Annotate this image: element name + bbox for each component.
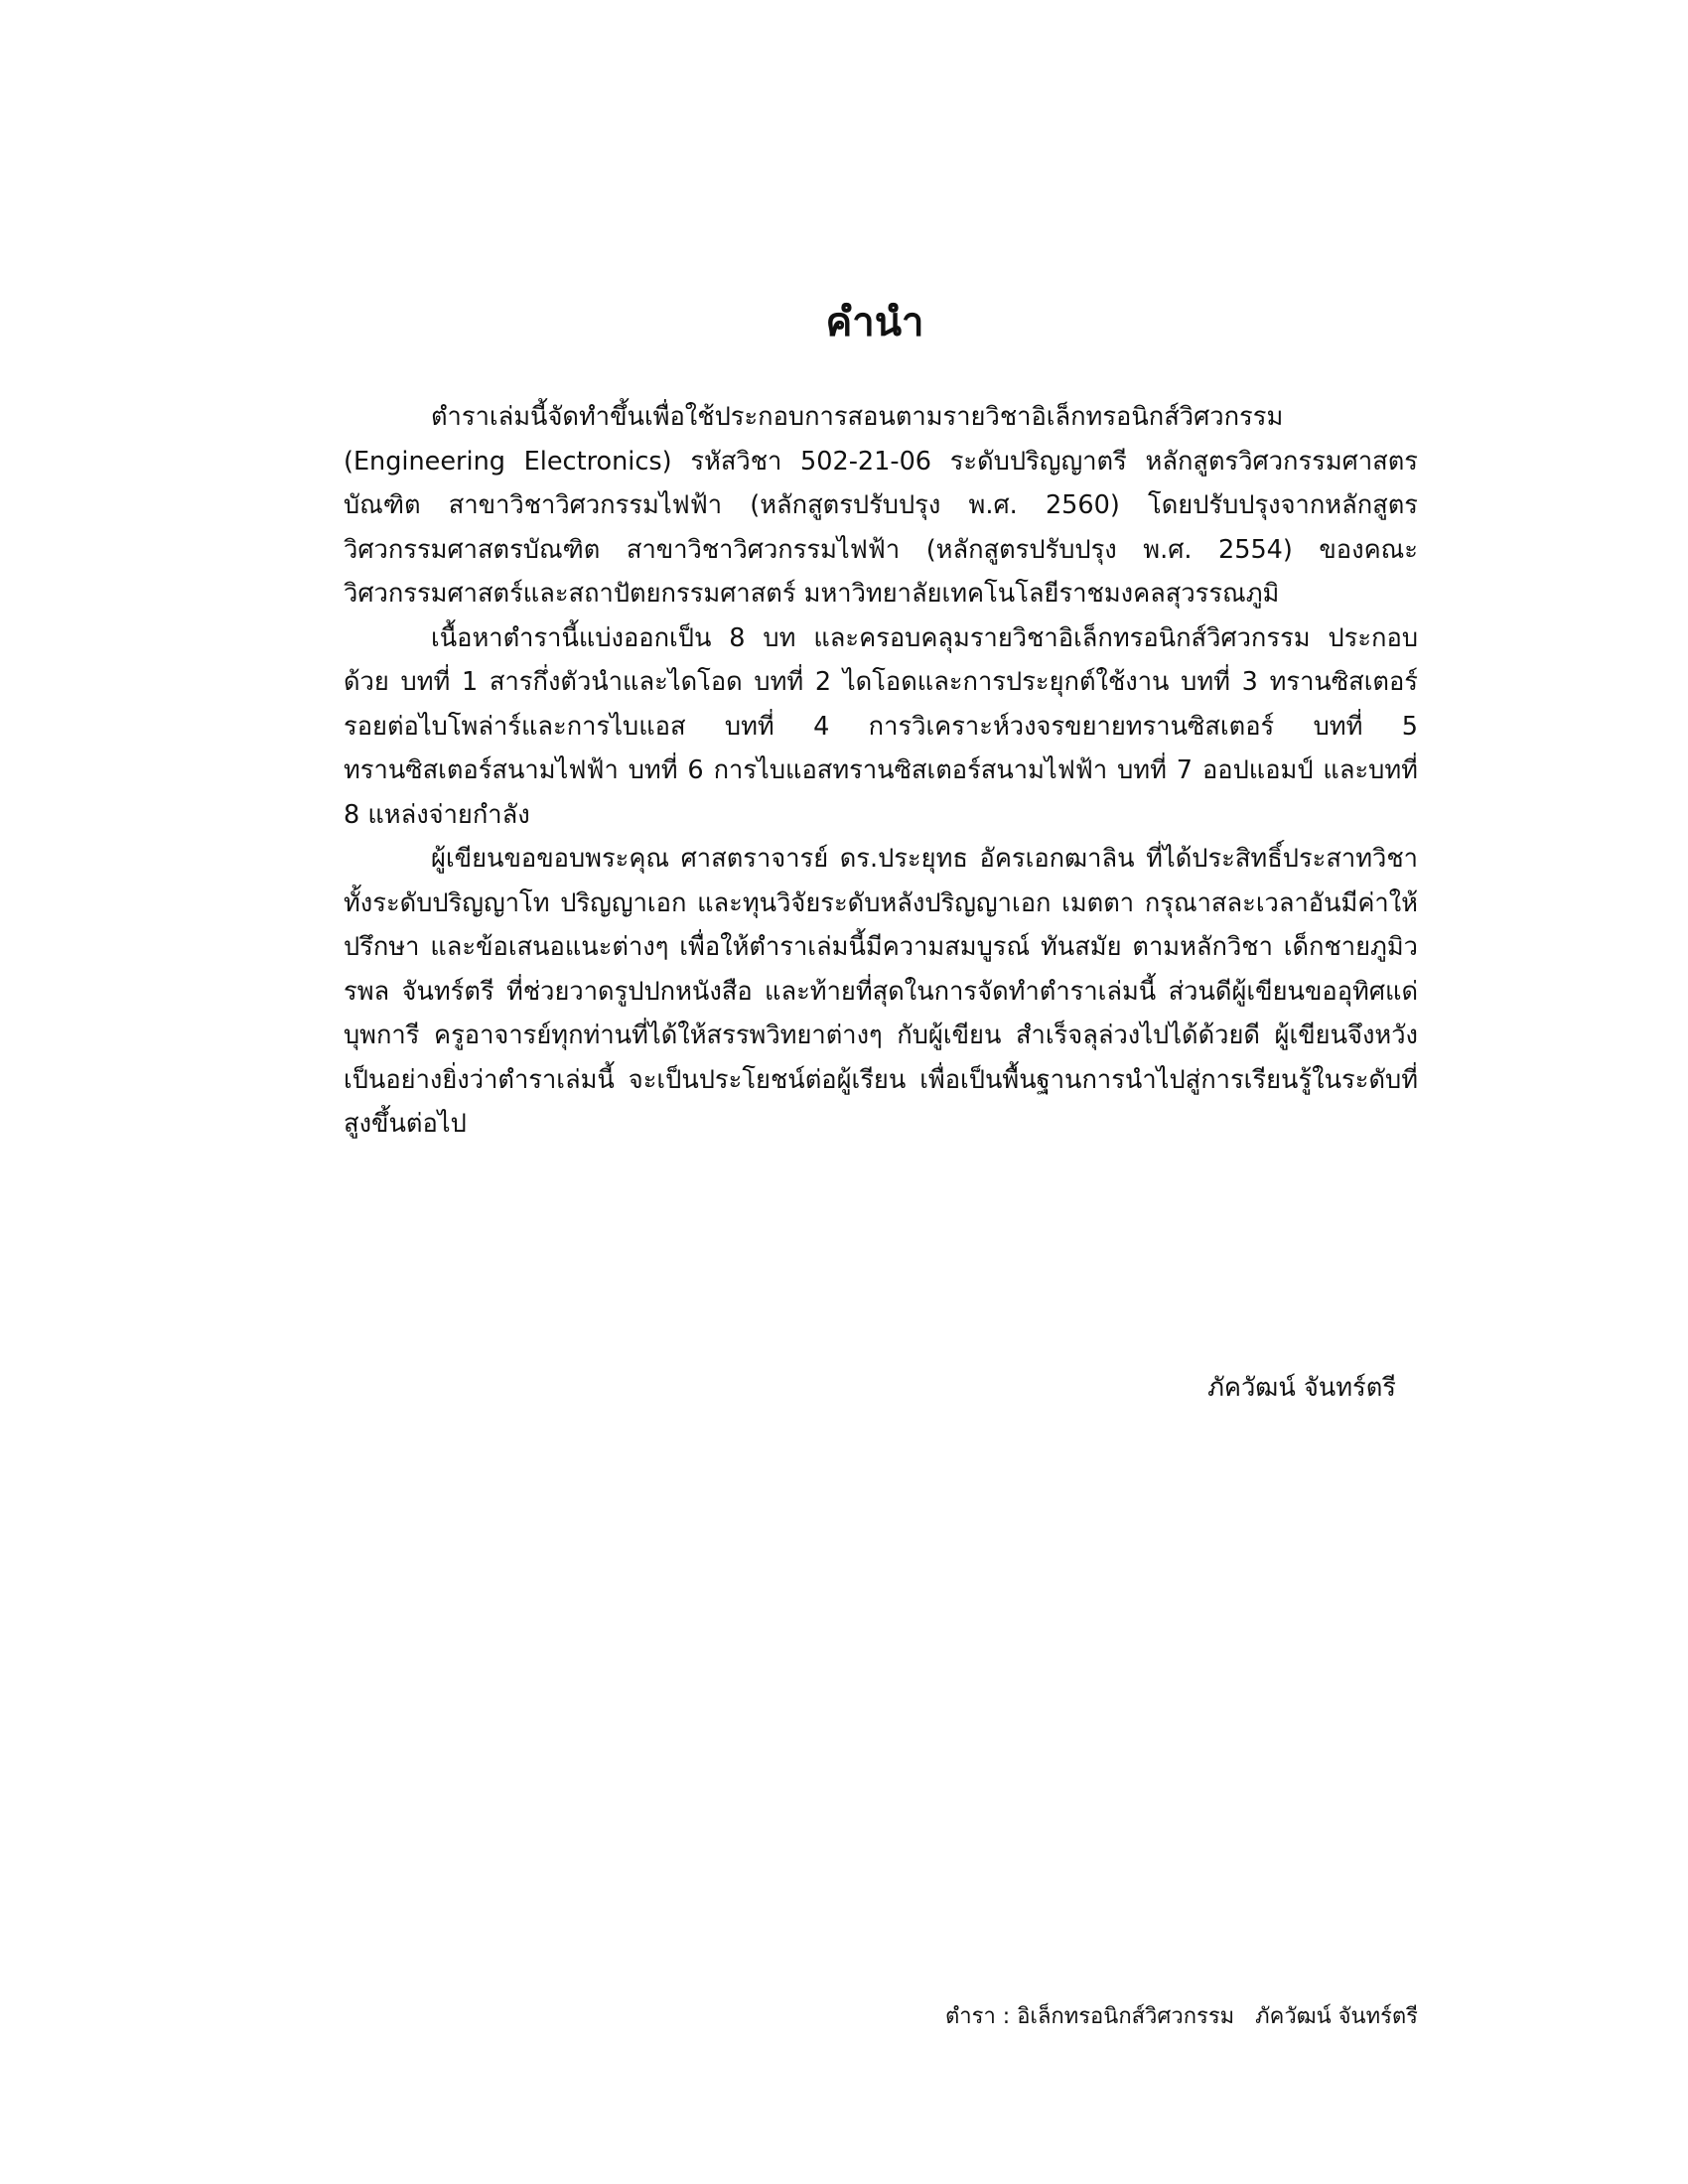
paragraph-acknowledgement: ผู้เขียนขอขอบพระคุณ ศาสตราจารย์ ดร.ประยุทธ อัครเอกฒาลิน ที่ได้ประสิทธิ์ประสาทวิชาทั้งระดับปริญญาโท ปริญญาเอก และทุนวิจัยระดับหลังปริญญาเอก เมตตา กรุณาสละเวลาอันมีค่าให้ปรึกษา และข้อเสนอแนะต่างๆ เพื่อให้ตำราเล่มนี้มีความสมบูรณ์ ทันสมัย ตามหลักวิชา เด็กชายภูมิวรพล จันทร์ตรี ที่ช่วยวาดรูปปกหนังสือ และท้ายที่สุดในการจัดทำตำราเล่มนี้ ส่วนดีผู้เขียนขออุทิศแด่บุพการี ครูอาจารย์ทุกท่านที่ได้ให้สรรพวิทยาต่างๆ กับผู้เขียน สำเร็จลุล่วงไปได้ด้วยดี ผู้เขียนจึงหวังเป็นอย่างยิ่งว่าตำราเล่มนี้ จะเป็นประโยชน์ต่อผู้เรียน เพื่อเป็นพื้นฐานการนำไปสู่การเรียนรู้ในระดับที่สูงขึ้นต่อไป	[344, 844, 1418, 1139]
paragraph-purpose: ตำราเล่มนี้จัดทำขึ้นเพื่อใช้ประกอบการสอนตามรายวิชาอิเล็กทรอนิกส์วิศวกรรม (Engineering Electronics) รหัสวิชา 502-21-06 ระดับปริญญาตรี หลักสูตรวิศวกรรมศาสตรบัณฑิต สาขาวิชาวิศวกรรมไฟฟ้า (หลักสูตรปรับปรุง พ.ศ. 2560) โดยปรับปรุงจากหลักสูตรวิศวกรรมศาสตรบัณฑิต สาขาวิชาวิศวกรรมไฟฟ้า (หลักสูตรปรับปรุง พ.ศ. 2554) ของคณะวิศวกรรมศาสตร์และสถาปัตยกรรมศาสตร์ มหาวิทยาลัยเทคโนโลยีราชมงคลสุวรรณภูมิ	[344, 402, 1418, 609]
page-footer: ตำรา : อิเล็กทรอนิกส์วิศวกรรม ภัควัฒน์ จันทร์ตรี	[945, 2004, 1418, 2029]
author-signature: ภัควัฒน์ จันทร์ตรี	[1207, 1373, 1396, 1403]
preface-body	[344, 395, 1418, 1147]
paragraph-contents: เนื้อหาตำรานี้แบ่งออกเป็น 8 บท และครอบคลุมรายวิชาอิเล็กทรอนิกส์วิศวกรรม ประกอบด้วย บทที่ 1 สารกึ่งตัวนำและไดโอด บทที่ 2 ไดโอดและการประยุกต์ใช้งาน บทที่ 3 ทรานซิสเตอร์รอยต่อไบโพล่าร์และการไบแอส บทที่ 4 การวิเคราะห์วงจรขยายทรานซิสเตอร์ บทที่ 5 ทรานซิสเตอร์สนามไฟฟ้า บทที่ 6 การไบแอสทรานซิสเตอร์สนามไฟฟ้า บทที่ 7 ออปแอมป์ และบทที่ 8 แหล่งจ่ายกำลัง	[344, 622, 1418, 830]
page-title: คำนำ	[825, 300, 924, 345]
